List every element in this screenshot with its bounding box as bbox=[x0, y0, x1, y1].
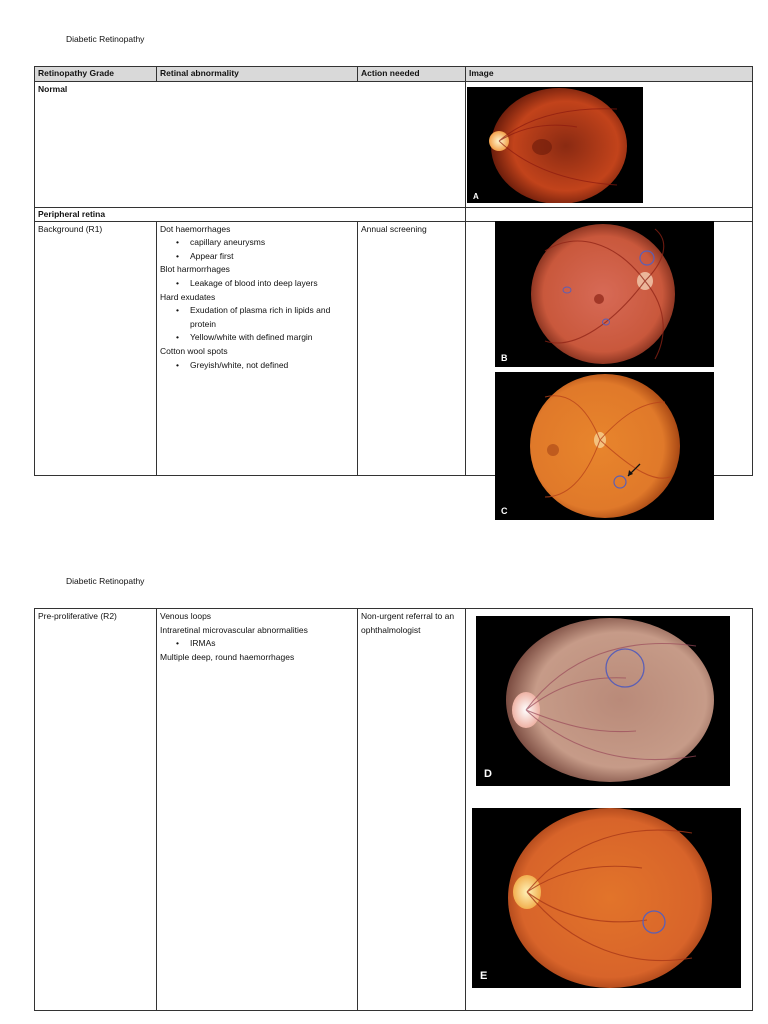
peripheral-label: Peripheral retina bbox=[35, 207, 466, 221]
normal-label: Normal bbox=[35, 81, 466, 207]
column-header-abnormality: Retinal abnormality bbox=[157, 67, 358, 82]
line-irma: Intraretinal microvascular abnormalities bbox=[160, 624, 308, 635]
fundus-image-e bbox=[472, 808, 741, 988]
group-blot-haemorrhages: Blot harmorrhages • Leakage of blood into deep layers bbox=[160, 263, 354, 290]
image-label-a: A bbox=[473, 192, 479, 201]
action-pre-proliferative: Non-urgent referral to an ophthalmologist bbox=[358, 609, 466, 1011]
image-label-b: B bbox=[501, 353, 508, 363]
fundus-image-d bbox=[476, 616, 730, 786]
fundus-image-a bbox=[467, 87, 643, 203]
list-item: • Appear first bbox=[190, 250, 354, 264]
row-normal bbox=[35, 81, 753, 207]
image-label-d: D bbox=[484, 768, 492, 780]
list-item: • capillary aneurysms bbox=[190, 236, 354, 250]
image-label-e: E bbox=[480, 970, 488, 982]
grade-background: Background (R1) bbox=[35, 221, 157, 475]
column-header-action: Action needed bbox=[358, 67, 466, 82]
action-background: Annual screening bbox=[358, 221, 466, 475]
image-label-c: C bbox=[501, 506, 508, 516]
list-item: • Greyish/white, not defined bbox=[190, 359, 354, 373]
fundus-image-c bbox=[495, 372, 714, 520]
line-haemorrhages: Multiple deep, round haemorrhages bbox=[160, 651, 295, 662]
row-peripheral bbox=[35, 207, 753, 221]
line-venous-loops: Venous loops bbox=[160, 611, 212, 621]
list-item: • Leakage of blood into deep layers bbox=[190, 277, 354, 291]
list-item: • Exudation of plasma rich in lipids and protein bbox=[190, 304, 354, 331]
page-header: Diabetic Retinopathy bbox=[66, 34, 145, 44]
group-cotton-wool-spots: Cotton wool spots • Greyish/white, not defined bbox=[160, 345, 354, 372]
page-header-2: Diabetic Retinopathy bbox=[66, 576, 145, 586]
list-item: • Yellow/white with defined margin bbox=[190, 331, 354, 345]
group-dot-haemorrhages: Dot haemorrhages • capillary aneurysms • Appear first bbox=[160, 223, 354, 264]
fundus-image-b bbox=[495, 221, 714, 367]
abnormality-pre-proliferative bbox=[157, 609, 358, 1011]
list-item: • IRMAs bbox=[190, 637, 354, 651]
table-header-row bbox=[35, 67, 753, 82]
abnormality-background bbox=[157, 221, 358, 475]
grade-pre-proliferative: Pre-proliferative (R2) bbox=[35, 609, 157, 1011]
column-header-image: Image bbox=[466, 67, 753, 82]
column-header-grade: Retinopathy Grade bbox=[35, 67, 157, 82]
group-hard-exudates: Hard exudates • Exudation of plasma rich in lipids and protein • Yellow/white with defined margin bbox=[160, 291, 354, 345]
